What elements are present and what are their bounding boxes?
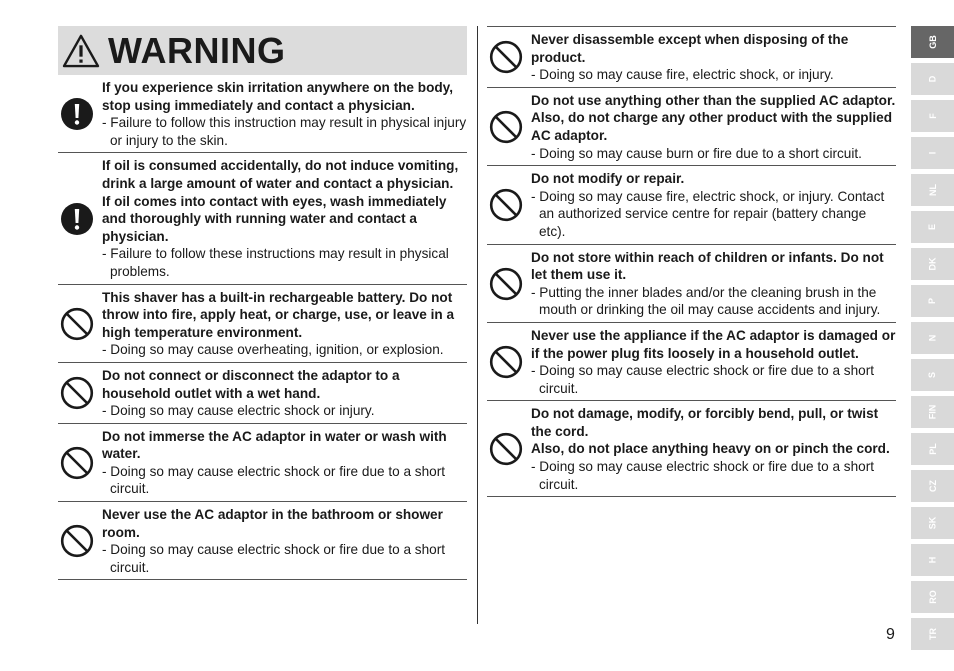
warning-item (487, 401, 896, 497)
warning-item-text (102, 367, 467, 420)
warning-item (58, 363, 467, 424)
warning-consequence: - Doing so may cause electric shock or fire due to a short circuit. (531, 459, 875, 492)
language-tab-label: GB (927, 35, 938, 49)
warning-statement: Never disassemble except when disposing of the product. (531, 32, 849, 65)
prohibited-icon (489, 267, 523, 301)
warning-statement: Do not immerse the AC adaptor in water or wash with water. (102, 428, 447, 462)
warning-item-icon-cell (487, 345, 531, 379)
warning-item-icon-cell (487, 40, 531, 74)
prohibited-icon (489, 345, 523, 379)
prohibited-icon (60, 446, 94, 480)
language-tab-label: E (927, 223, 938, 231)
warning-consequence: - Doing so may cause overheating, ignition, or explosion. (102, 342, 444, 358)
language-tabs (911, 26, 954, 655)
prohibited-icon (489, 188, 523, 222)
warning-item-text (531, 327, 896, 397)
language-tab-ro[interactable] (911, 581, 954, 613)
language-tab-p[interactable] (911, 285, 954, 317)
warning-item-icon-cell (487, 110, 531, 144)
warning-item-icon-cell (487, 188, 531, 222)
warning-item-icon-cell (58, 97, 102, 131)
language-tab-label: RO (927, 590, 938, 604)
warning-item-text (531, 31, 896, 84)
warning-item-text (531, 92, 896, 162)
language-tab-label: FIN (927, 404, 938, 420)
warning-item-text (531, 249, 896, 319)
warning-item-icon-cell (487, 432, 531, 466)
language-tab-n[interactable] (911, 322, 954, 354)
warning-consequence: - Failure to follow this instruction may result in physical injury or injury to the skin. (102, 115, 467, 148)
warning-item-text (531, 170, 896, 240)
warning-item-text (102, 428, 467, 498)
warning-item-text (102, 289, 467, 359)
language-tab-h[interactable] (911, 544, 954, 576)
language-tab-label: SK (927, 516, 938, 530)
column-divider (477, 26, 478, 624)
right-column (487, 26, 896, 497)
warning-item (58, 153, 467, 284)
language-tab-label: S (927, 371, 938, 379)
language-tab-s[interactable] (911, 359, 954, 391)
language-tab-sk[interactable] (911, 507, 954, 539)
warning-consequence: - Doing so may cause electric shock or fire due to a short circuit. (102, 463, 446, 497)
warning-item-icon-cell (58, 446, 102, 480)
warning-item (58, 75, 467, 153)
language-tab-label: P (927, 297, 938, 305)
warning-statement: Never use the appliance if the AC adaptor is damaged or if the power plug fits loosely in a household outlet. (531, 327, 896, 361)
language-tab-label: I (927, 151, 938, 155)
prohibited-icon (60, 376, 94, 410)
warning-header (58, 26, 467, 75)
left-column (58, 26, 467, 580)
warning-consequence: - Doing so may cause burn or fire due to a short circuit. (531, 145, 862, 161)
warning-item-text (102, 506, 467, 576)
warning-triangle-icon (62, 34, 100, 68)
language-tab-gb[interactable] (911, 26, 954, 58)
left-warning-list (58, 75, 467, 580)
warning-consequence: - Doing so may cause electric shock or injury. (102, 403, 375, 419)
warning-item (487, 245, 896, 323)
prohibited-icon (489, 110, 523, 144)
page-number: 9 (886, 626, 895, 643)
language-tab-label: DK (927, 257, 938, 271)
warning-item-text (102, 157, 467, 280)
language-tab-e[interactable] (911, 211, 954, 243)
warning-item-icon-cell (487, 267, 531, 301)
language-tab-nl[interactable] (911, 174, 954, 206)
warning-statement: If you experience skin irritation anywhere on the body, stop using immediately and contact a physician. (102, 80, 454, 113)
warning-item (487, 323, 896, 401)
warning-statement: Do not store within reach of children or infants. Do not let them use it. (531, 249, 884, 283)
language-tab-label: TR (927, 628, 938, 640)
language-tab-pl[interactable] (911, 433, 954, 465)
warning-item (487, 88, 896, 166)
prohibited-icon (60, 524, 94, 558)
language-tab-label: PL (927, 443, 938, 455)
language-tab-label: N (927, 334, 938, 342)
warning-statement: Do not damage, modify, or forcibly bend, pull, or twist the cord. (531, 406, 879, 439)
language-tab-i[interactable] (911, 137, 954, 169)
warning-consequence: - Doing so may cause electric shock or fire due to a short circuit. (531, 363, 875, 396)
warning-statement: If oil is consumed accidentally, do not induce vomiting, drink a large amount of water and contact a physician. (102, 158, 459, 191)
warning-statement: Never use the AC adaptor in the bathroom or shower room. (102, 507, 443, 540)
warning-consequence: - Failure to follow these instructions may result in physical problems. (102, 246, 449, 279)
warning-item-icon-cell (58, 376, 102, 410)
warning-statement: Also, do not place anything heavy on or pinch the cord. (531, 441, 890, 457)
warning-statement: Do not connect or disconnect the adaptor to a household outlet with a wet hand. (102, 367, 400, 401)
warning-item-icon-cell (58, 307, 102, 341)
language-tab-label: D (927, 75, 938, 83)
right-warning-list (487, 26, 896, 497)
warning-item-text (531, 405, 896, 493)
warning-item-text (102, 79, 467, 149)
warning-consequence: - Doing so may cause fire, electric shock, or injury. (531, 67, 834, 83)
warning-consequence: - Doing so may cause fire, electric shock, or injury. Contact an authorized service centre for repair (battery change etc). (531, 188, 885, 239)
warning-item-icon-cell (58, 202, 102, 236)
warning-item (487, 26, 896, 88)
language-tab-d[interactable] (911, 63, 954, 95)
language-tab-label: H (927, 556, 938, 564)
warning-statement: Do not use anything other than the supplied AC adaptor. Also, do not charge any other product with the supplied AC adaptor. (531, 92, 896, 143)
language-tab-cz[interactable] (911, 470, 954, 502)
mandatory-action-icon (60, 97, 94, 131)
language-tab-tr[interactable] (911, 618, 954, 650)
language-tab-label: F (927, 113, 938, 119)
prohibited-icon (60, 307, 94, 341)
warning-item (58, 424, 467, 502)
warning-statement: Do not modify or repair. (531, 171, 685, 187)
language-tab-dk[interactable] (911, 248, 954, 280)
language-tab-fin[interactable] (911, 396, 954, 428)
warning-statement: This shaver has a built-in rechargeable battery. Do not throw into fire, apply heat, or charge, use, or leave in a high temperature environment. (102, 289, 455, 340)
warning-item (487, 166, 896, 244)
warning-statement: If oil comes into contact with eyes, wash immediately and thoroughly with running water and contact a physician. (102, 193, 447, 244)
prohibited-icon (489, 40, 523, 74)
warning-title: WARNING (108, 29, 286, 71)
warning-consequence: - Putting the inner blades and/or the cleaning brush in the mouth or drinking the oil may cause accidents and injury. (531, 284, 881, 318)
mandatory-action-icon (60, 202, 94, 236)
warning-item-icon-cell (58, 524, 102, 558)
prohibited-icon (489, 432, 523, 466)
warning-item (58, 285, 467, 363)
language-tab-label: NL (927, 184, 938, 196)
warning-consequence: - Doing so may cause electric shock or fire due to a short circuit. (102, 542, 446, 575)
language-tab-label: CZ (927, 480, 938, 492)
language-tab-f[interactable] (911, 100, 954, 132)
warning-item (58, 502, 467, 580)
